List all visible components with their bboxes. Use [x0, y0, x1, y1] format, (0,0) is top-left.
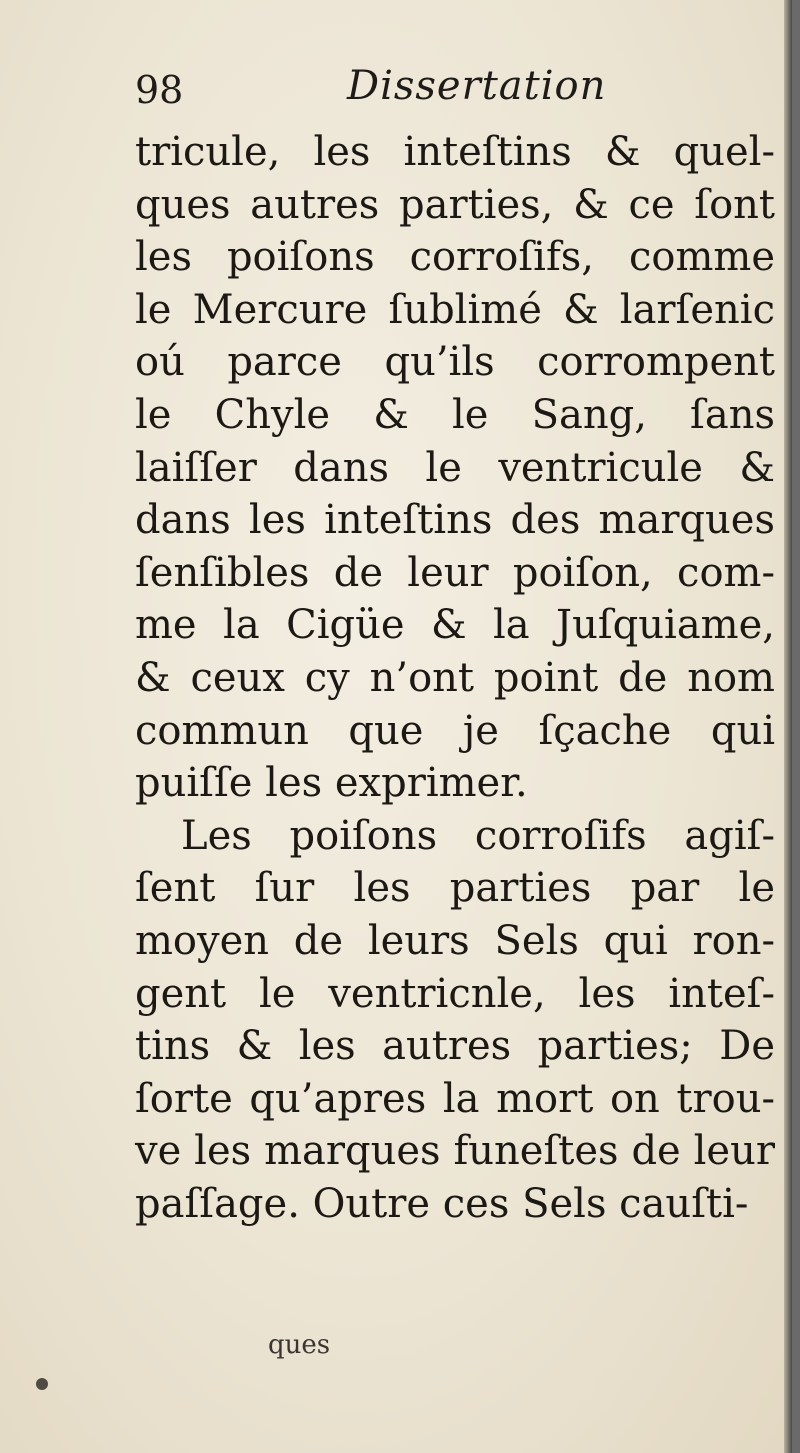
- text-line: gent le ventricnle, les inteſ-: [135, 970, 775, 1017]
- page-edge: [784, 0, 792, 1453]
- text-line: ques autres parties, & ce ſont: [135, 181, 775, 228]
- text-line: paſſage. Outre ces Sels cauſti-: [135, 1180, 749, 1227]
- text-line: me la Cigüe & la Juſquiame,: [135, 602, 775, 649]
- catchword: ques: [268, 1330, 331, 1360]
- text-line: ve les marques funeſtes de leur: [135, 1128, 775, 1175]
- text-line: ſenſibles de leur poiſon, com-: [135, 549, 775, 596]
- page-number: 98: [135, 68, 184, 112]
- text-line: le Chyle & le Sang, ſans: [135, 391, 775, 438]
- body-text: [135, 126, 775, 1230]
- text-line: moyen de leurs Sels qui ron-: [135, 917, 775, 964]
- text-line: tricule, les inteſtins & quel-: [135, 129, 775, 175]
- text-line: le Mercure ſublimé & larſenic: [135, 286, 775, 333]
- text-line: puiſſe les exprimer.: [135, 760, 528, 807]
- text-line: & ceux cy n’ont point de nom: [135, 654, 775, 701]
- ink-blot: [36, 1378, 48, 1390]
- text-line: les poiſons corroſifs, comme: [135, 234, 775, 281]
- text-line: dans les inteſtins des marques: [135, 497, 775, 544]
- text-line: ſent ſur les parties par le: [135, 865, 775, 912]
- text-line: oú parce qu’ils corrompent: [135, 339, 775, 386]
- page-header: [135, 60, 655, 120]
- text-line: laiſſer dans le ventricule &: [135, 444, 775, 491]
- text-line: Les poiſons corroſifs agiſ-: [181, 812, 775, 859]
- running-title: Dissertation: [347, 63, 607, 109]
- text-line: commun que je ſçache qui: [135, 707, 775, 754]
- text-line: tins & les autres parties; De: [135, 1023, 775, 1070]
- text-line: ſorte qu’apres la mort on trou-: [135, 1075, 775, 1122]
